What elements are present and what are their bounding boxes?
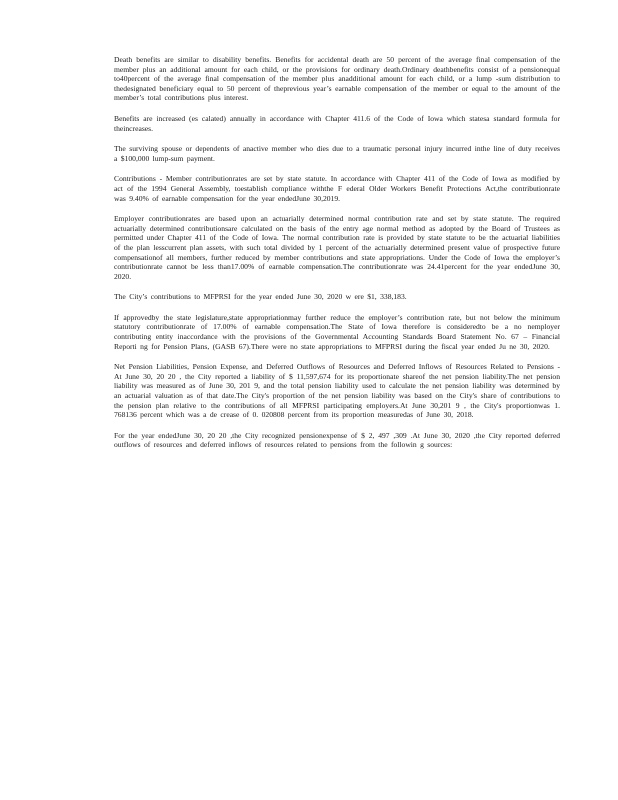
paragraph-benefit-increases: Benefits are increased (es calated) annually in accordance with Chapter 411.6 of the Code of Iowa which statesa standard formula for theincreases.: [114, 113, 560, 133]
paragraph-death-benefits: Death benefits are similar to disability benefits. Benefits for accidental death are 50 percent of the average final compensation of the member plus an additional amount for each child, or the provisions for ordinary death.Ordinary deathbenefits consist of a pensionequal to40percent of the average final compensation of the member plus anadditional amount for each child, or a lump -sum distribution to thedesignated beneficiary equal to 50 percent of theprevious year’s earnable compensation of the member or equal to the amount of the member’s total contributions plus interest.: [114, 55, 560, 103]
paragraph-pension-expense: For the year endedJune 30, 20 20 ,the City recognized pensionexpense of $ 2, 497 ,309 .At June 30, 2020 ,the City reported deferred outflows of resources and deferred inflows of resources related to pensions from the followin g sources:: [114, 430, 560, 450]
paragraph-surviving-spouse: The surviving spouse or dependents of anactive member who dies due to a traumatic personal injury incurred inthe line of duty receives a $100,000 lump-sum payment.: [114, 144, 560, 163]
paragraph-state-appropriations: If approvedby the state legislature,state appropriationmay further reduce the employer’s contribution rate, but not below the minimum statutory contributionrate of 17.00% of earnable compensation.The State of Iowa therefore is consideredto be a no nemployer contributing entity inaccordance with the provisions of the Governmental Accounting Standards Board Statement No. 67 – Financial Reporti ng for Pension Plans, (GASB 67).There were no state appropriations to MFPRSI during the fiscal year ended Ju ne 30, 2020.: [114, 312, 560, 351]
paragraph-net-pension-liabilities: Net Pension Liabilities, Pension Expense, and Deferred Outflows of Resources and Deferred Inflows of Resources Related to Pensions - At June 30, 20 20 , the City reported a liability of $ 11,597,674 for its proportionate shareof the net pension liability.The net pension liability was measured as of June 30, 201 9, and the total pension liability used to calculate the net pension liability was determined by an actuarial valuation as of that date.The City's proportion of the net pension liability was based on the City's share of contributions to the pension plan relative to the contributions of all MFPRSI participating employers.At June 30,201 9 , the City's proportionwas 1. 768136 percent which was a de crease of 0. 020808 percent from its proportion measuredas of June 30, 2018.: [114, 362, 560, 420]
paragraph-member-contributions: Contributions - Member contributionrates are set by state statute. In accordance with Chapter 411 of the Code of Iowa as modified by act of the 1994 General Assembly, toestablish compliance withthe F ederal Older Workers Benefit Protections Act,the contributionrate was 9.40% of earnable compensation for the year endedJune 30,2019.: [114, 174, 560, 203]
paragraph-employer-contribution-rates: Employer contributionrates are based upon an actuarially determined normal contribution rate and set by state statute. The required actuarially determined contributionsare calculated on the basis of the entry age normal method as adopted by the Board of Trustees as permitted under Chapter 411 of the Code of Iowa. The normal contribution rate is provided by state statute to be the actuarial liabilities of the plan lesscurrent plan assets, with such total divided by 1 percent of the actuarially determined present value of prospective future compensationof all members, further reduced by member contributions and state appropriations. Under the Code of Iowa the employer’s contributionrate cannot be less than17.00% of earnable compensation.The contributionrate was 24.41percent for the year endedJune 30, 2020.: [114, 214, 560, 281]
document-page: [114, 55, 560, 461]
paragraph-city-contributions: The City’s contributions to MFPRSI for the year ended June 30, 2020 w ere $1, 338,183.: [114, 292, 407, 302]
